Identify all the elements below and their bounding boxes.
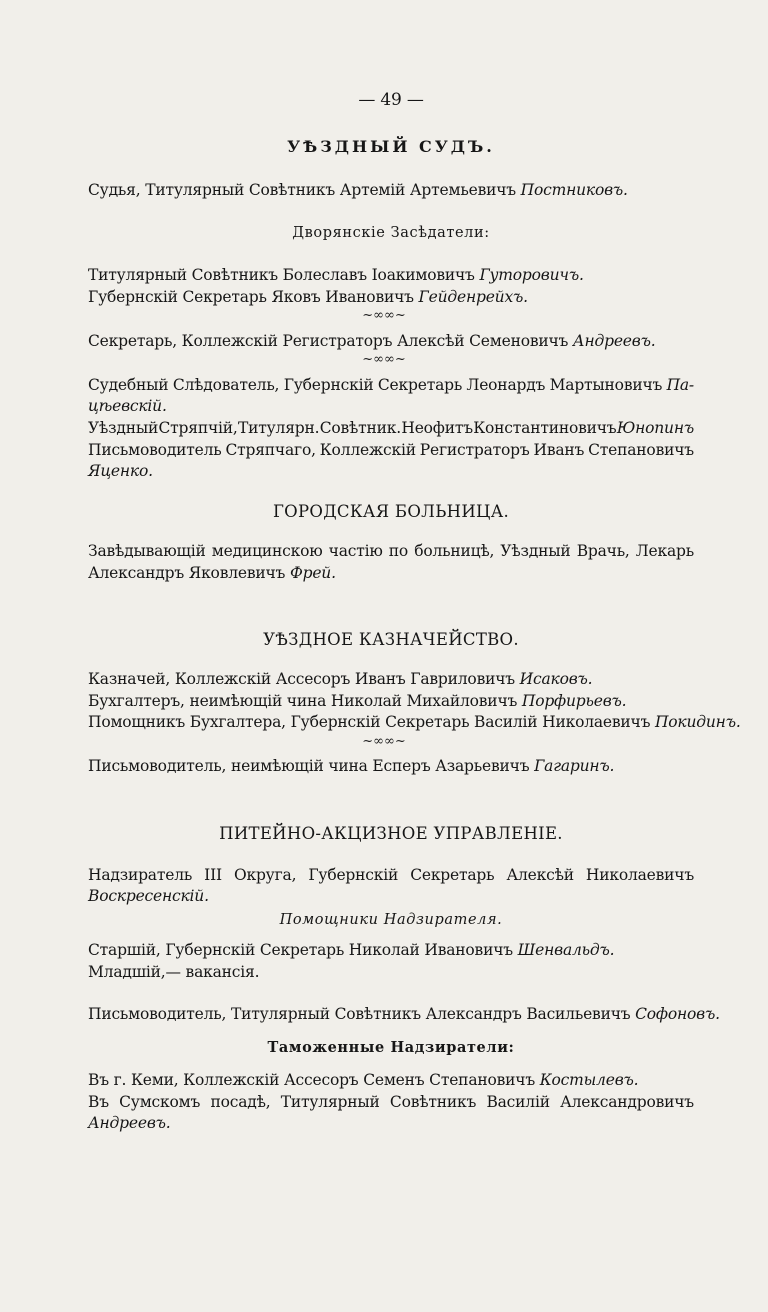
word: Въ — [88, 1093, 109, 1111]
assessor1-text: Титулярный Совѣтникъ Болеславъ Іоакимовичъ — [88, 266, 480, 284]
judge-surname: Постниковъ. — [520, 181, 628, 199]
word: Совѣтник. — [319, 419, 402, 437]
clerk-line — [88, 440, 694, 460]
word: Сумскомъ — [119, 1093, 201, 1111]
clerk-surname: Яценко. — [88, 462, 153, 480]
word: Стряпчій, — [158, 419, 238, 437]
word: Завѣдывающій — [88, 542, 206, 560]
investigator-line — [88, 375, 694, 395]
word: Степановичъ — [588, 441, 694, 459]
customs-kem-line — [88, 1070, 694, 1090]
excise-clerk-line — [88, 1004, 720, 1024]
word: медицинскою — [211, 542, 323, 560]
customs-sumsky-line — [88, 1092, 694, 1112]
section-heading-treasury: УѢЗДНОЕ КАЗНАЧЕЙСТВО. — [263, 630, 519, 649]
treasury-clerk-text: Письмоводитель, неимѣющій чина Есперъ Азарьевичъ — [88, 757, 535, 775]
word: Регистраторъ — [419, 441, 530, 459]
word: Совѣтникъ — [389, 1093, 477, 1111]
excise-clerk-text: Письмоводитель, Титулярный Совѣтникъ Александръ Васильевичъ — [88, 1005, 636, 1023]
word: Письмоводитель — [88, 441, 222, 459]
word: Губернскій — [308, 866, 399, 884]
assessor-line-2 — [88, 287, 694, 307]
secretary-surname: Андреевъ. — [572, 332, 656, 350]
hospital-line — [88, 541, 694, 561]
section-heading-hospital: ГОРОДСКАЯ БОЛЬНИЦА. — [272, 502, 510, 521]
word: Врачь, — [576, 542, 630, 560]
word: посадѣ, — [210, 1093, 271, 1111]
excise-overseer-surname: Воскресенскій. — [88, 887, 209, 905]
accountant-surname: Порфирьевъ. — [521, 692, 627, 710]
word: Секретарь — [410, 866, 495, 884]
attorney-line — [88, 418, 694, 438]
excise-clerk-surname: Софоновъ. — [635, 1005, 720, 1023]
word: Слѣдователь, — [172, 376, 280, 394]
word: Николаевичъ — [585, 866, 694, 884]
word: Секретарь — [377, 376, 463, 394]
senior-text: Старшій, Губернскій Секретарь Николай Ивановичъ — [88, 941, 518, 959]
word: Титулярн. — [237, 419, 320, 437]
attorney-surname: Юнопинъ — [616, 419, 694, 437]
judge-line — [88, 180, 694, 200]
secretary-line — [88, 331, 694, 351]
word: Губернскій — [283, 376, 374, 394]
word: Константиновичъ — [473, 419, 617, 437]
assistants-heading: Помощники Надзирателя. — [279, 912, 503, 928]
word: Коллежскій — [319, 441, 416, 459]
treasurer-surname: Исаковъ. — [519, 670, 593, 688]
senior-assistant-line — [88, 940, 694, 960]
ornament-divider: ~∞∞~ — [362, 308, 406, 323]
word: больницѣ, — [414, 542, 495, 560]
word: Лекарь — [635, 542, 694, 560]
assistant-surname: Покидинъ. — [654, 713, 741, 731]
accountant-line — [88, 691, 694, 711]
assessors-heading: Дворянскіе Засѣдатели: — [292, 225, 490, 241]
secretary-text: Секретарь, Коллежскій Регистраторъ Алексѣй Семеновичъ — [88, 332, 573, 350]
word: Иванъ — [533, 441, 585, 459]
doctor-surname: Фрей. — [289, 564, 336, 582]
treasury-clerk-surname: Гагаринъ. — [534, 757, 615, 775]
word: Судебный — [88, 376, 169, 394]
kem-surname: Костылевъ. — [539, 1071, 639, 1089]
assessor1-surname: Гуторовичъ. — [479, 266, 584, 284]
customs-heading: Таможенные Надзиратели: — [267, 1039, 515, 1056]
page-number: — 49 — — [358, 90, 424, 110]
customs-sumsky-surname: Андреевъ. — [88, 1114, 171, 1132]
word: Уѣздный — [500, 542, 571, 560]
assessor2-text: Губернскій Секретарь Яковъ Ивановичъ — [88, 288, 419, 306]
section-heading-excise: ПИТЕЙНО-АКЦИЗНОЕ УПРАВЛЕНІЕ. — [219, 824, 563, 843]
section-heading-uezd-court: УѢЗДНЫЙ СУДЪ. — [287, 137, 495, 156]
assistant-text: Помощникъ Бухгалтера, Губернскій Секретарь Василій Николаевичъ — [88, 713, 655, 731]
doctor-text: Александръ Яковлевичъ — [88, 564, 290, 582]
senior-surname: Шенвальдъ. — [517, 941, 615, 959]
word: Титулярный — [280, 1093, 380, 1111]
word: Александровичъ — [560, 1093, 694, 1111]
assistant-accountant-line — [88, 712, 741, 732]
junior-assistant-line: Младшій,— вакансія. — [88, 963, 260, 981]
word: частію — [328, 542, 383, 560]
word: Мартыновичъ — [549, 376, 663, 394]
excise-overseer-line — [88, 865, 694, 885]
word: Надзиратель — [88, 866, 193, 884]
assessor-line-1 — [88, 265, 694, 285]
kem-text: Въ г. Кеми, Коллежскій Ассесоръ Семенъ Степановичъ — [88, 1071, 540, 1089]
treasurer-text: Казначей, Коллежскій Ассесоръ Иванъ Гавриловичъ — [88, 670, 520, 688]
investigator-surname-start: Па- — [666, 376, 694, 394]
treasurer-line — [88, 669, 694, 689]
word: Стряпчаго, — [225, 441, 316, 459]
treasury-clerk-line — [88, 756, 694, 776]
word: Леонардъ — [466, 376, 546, 394]
word: Василій — [486, 1093, 550, 1111]
ornament-divider: ~∞∞~ — [362, 352, 406, 367]
assessor2-surname: Гейденрейхъ. — [418, 288, 528, 306]
word: Уѣздный — [88, 419, 159, 437]
word: по — [388, 542, 409, 560]
accountant-text: Бухгалтеръ, неимѣющій чина Николай Михайловичъ — [88, 692, 522, 710]
word: Неофитъ — [401, 419, 473, 437]
word: III — [204, 866, 222, 884]
investigator-surname-end: цѣевскій. — [88, 397, 167, 415]
word: Округа, — [233, 866, 297, 884]
judge-text: Судья, Титулярный Совѣтникъ Артемій Артемьевичъ — [88, 181, 521, 199]
ornament-divider: ~∞∞~ — [362, 734, 406, 749]
word: Алексѣй — [506, 866, 574, 884]
hospital-doctor-line — [88, 563, 694, 583]
